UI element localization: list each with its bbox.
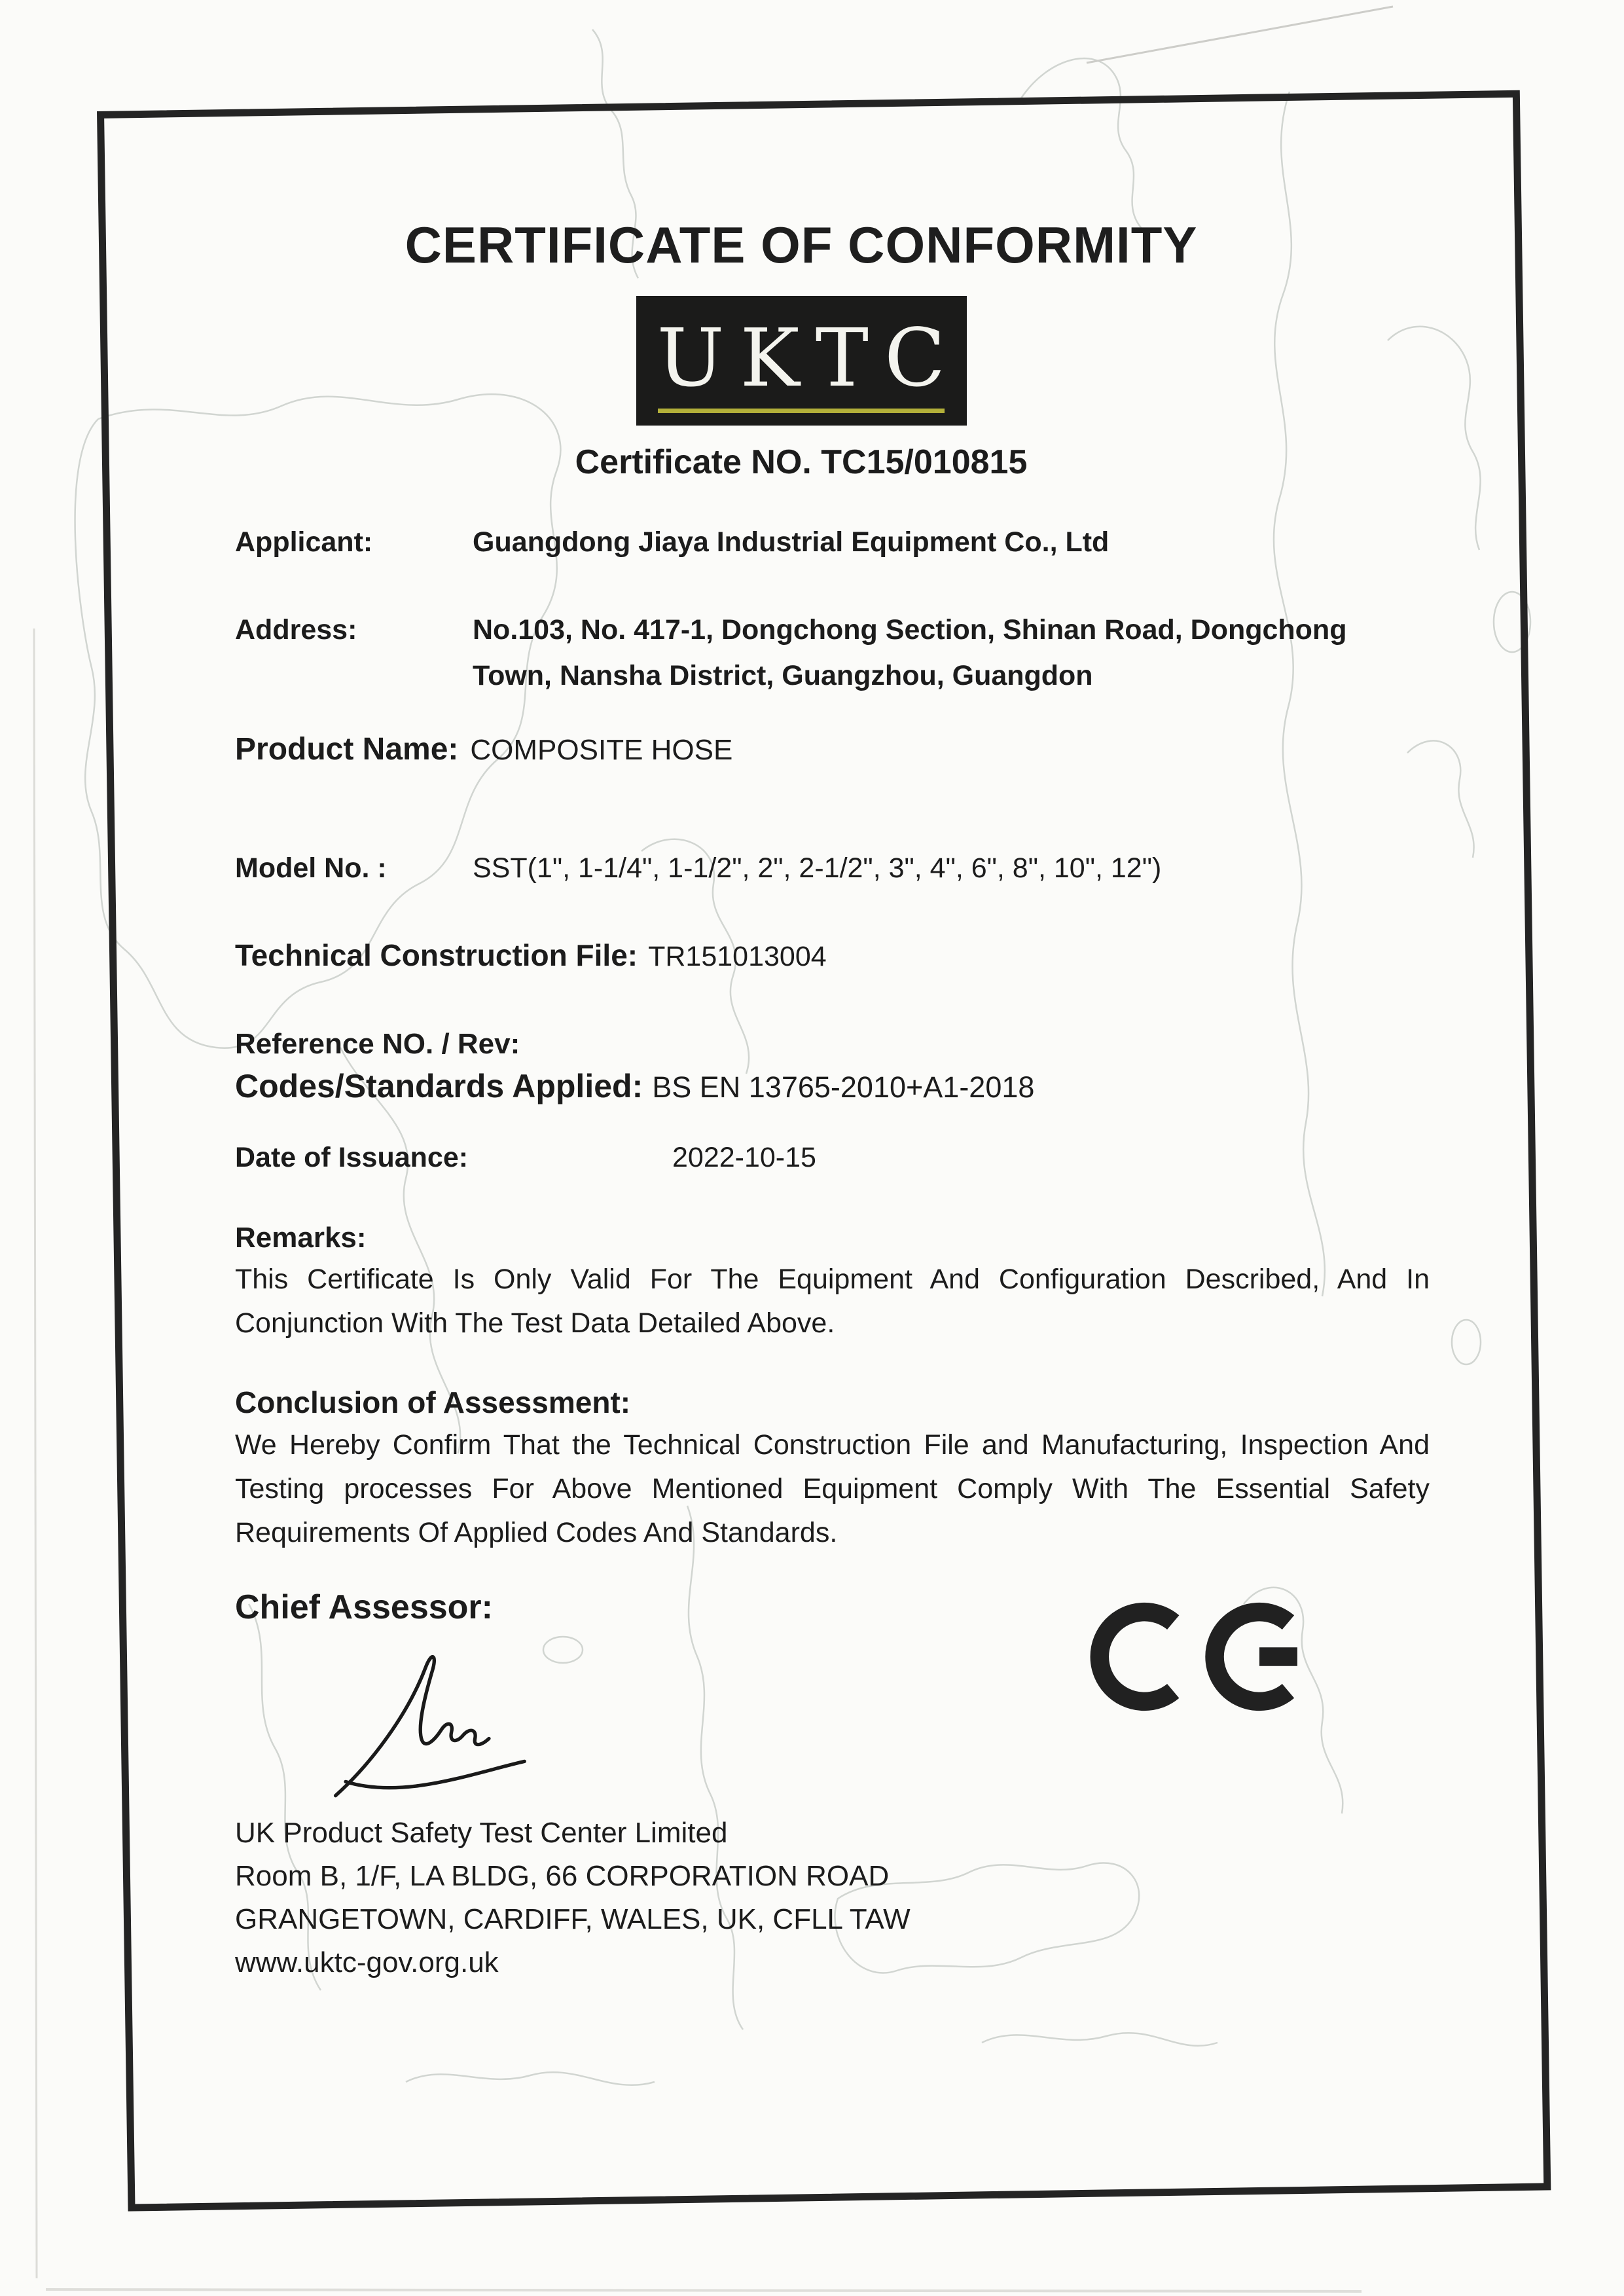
footer-website: www.uktc-gov.org.uk [235, 1946, 499, 1979]
applicant-value: Guangdong Jiaya Industrial Equipment Co., Ltd [473, 526, 1110, 558]
field-row-codes-standards [235, 1067, 1430, 1105]
date-of-issuance-value: 2022-10-15 [672, 1141, 816, 1173]
field-row-address [235, 608, 1430, 699]
footer-address-line2: GRANGETOWN, CARDIFF, WALES, UK, CFLL TAW [235, 1903, 911, 1936]
tcf-label: Technical Construction File: [235, 938, 638, 972]
certificate-content [104, 118, 1498, 1984]
conclusion-heading: Conclusion of Assessment: [235, 1385, 631, 1419]
field-row-technical-construction-file [235, 938, 1430, 973]
remarks-heading: Remarks: [235, 1221, 367, 1254]
uktc-logo-underline [658, 409, 945, 413]
issuer-footer [235, 1812, 1430, 1984]
codes-standards-label: Codes/Standards Applied: [235, 1067, 643, 1104]
product-name-label: Product Name: [235, 732, 459, 767]
model-no-value: SST(1", 1-1/4", 1-1/2", 2", 2-1/2", 3", 4", 6", 8", 10", 12") [473, 852, 1162, 884]
uktc-logo [636, 296, 967, 426]
chief-assessor-heading: Chief Assessor: [235, 1588, 493, 1627]
certificate-title: CERTIFICATE OF CONFORMITY [405, 216, 1198, 274]
date-of-issuance-label: Date of Issuance: [235, 1141, 469, 1173]
footer-address-line1: Room B, 1/F, LA BLDG, 66 CORPORATION ROAD [235, 1860, 890, 1893]
ce-mark-icon [1085, 1593, 1334, 1721]
uktc-logo-text: UKTC [657, 311, 962, 405]
certificate-number: Certificate NO. TC15/010815 [575, 443, 1028, 482]
footer-company-name: UK Product Safety Test Center Limited [235, 1817, 728, 1850]
assessor-signature [327, 1639, 530, 1799]
signature-section [235, 1588, 1430, 1784]
field-row-model-no [235, 846, 1430, 892]
tcf-value: TR151013004 [648, 940, 827, 972]
field-row-applicant [235, 520, 1430, 566]
product-name-value: COMPOSITE HOSE [470, 734, 733, 767]
field-row-date-of-issuance [235, 1135, 1430, 1181]
field-row-product-name [235, 731, 1430, 767]
address-value: No.103, No. 417-1, Dongchong Section, Shinan Road, Dongchong Town, Nansha District, Guangzhou, Guangdon [473, 614, 1347, 691]
model-no-label: Model No. : [235, 852, 387, 884]
address-label: Address: [235, 614, 357, 646]
field-row-reference-no [235, 1028, 1430, 1061]
reference-no-label: Reference NO. / Rev: [235, 1027, 520, 1060]
remarks-text: This Certificate Is Only Valid For The Equipment And Configuration Described, And In Conjunction With The Test Data Detailed Above. [235, 1263, 1430, 1339]
codes-standards-value: BS EN 13765-2010+A1-2018 [652, 1070, 1035, 1104]
applicant-label: Applicant: [235, 526, 373, 558]
certificate-fields [104, 520, 1498, 1984]
conclusion-text: We Hereby Confirm That the Technical Construction File and Manufacturing, Inspection And Testing processes For Above Mentioned Equipment Comply With The Essential Safety Requirements Of Applied Codes And Standards. [235, 1429, 1430, 1548]
